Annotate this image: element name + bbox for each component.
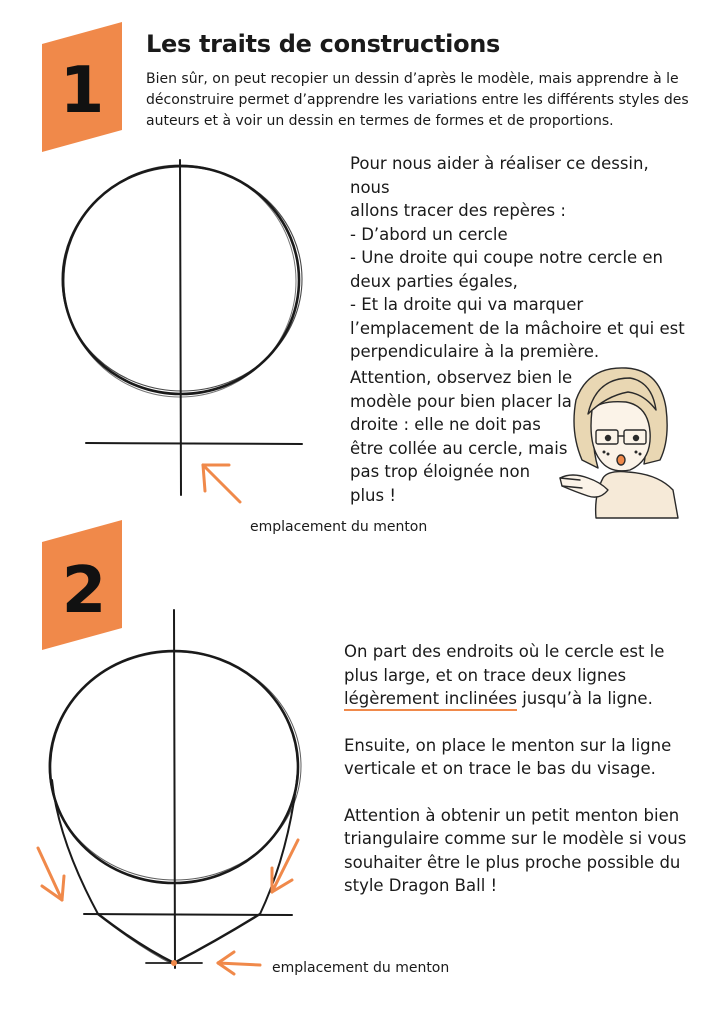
- step-1-number: 1: [59, 54, 105, 128]
- step-1-construction-drawing: [40, 155, 320, 515]
- step-2-explanation: [344, 640, 704, 898]
- step-1-line: - D’abord un cercle: [350, 224, 508, 244]
- step-1-line: allons tracer des repères :: [350, 201, 566, 220]
- step-1-badge-shape: [38, 22, 126, 152]
- warning-line: pas trop éloignée non: [350, 462, 531, 481]
- step-1-line: - Et la droite qui va marquer: [350, 295, 584, 314]
- warning-line: modèle pour bien placer la: [350, 391, 572, 411]
- warning-line: plus !: [350, 485, 396, 505]
- chin-point: [171, 960, 177, 966]
- step-1-line: perpendiculaire à la première.: [350, 342, 600, 361]
- step-2-line-rest: jusqu’à la ligne.: [516, 689, 653, 708]
- step-1-line: Pour nous aider à réaliser ce dessin, nous: [350, 154, 649, 197]
- left-arrow-icon: [38, 848, 64, 900]
- right-inclined-line: [260, 770, 298, 914]
- intro-paragraph: Bien sûr, on peut recopier un dessin d’après le modèle, mais apprendre à le déconstruire permet d’apprendre les variations entre les différents styles des auteurs et à voir un dessin en termes de formes et de proportions.: [146, 71, 689, 129]
- step-2-line: Ensuite, on place le menton sur la ligne: [344, 735, 672, 755]
- step-2-line: Attention à obtenir un petit menton bien: [344, 805, 680, 825]
- step-1-line: l’emplacement de la mâchoire et qui est: [350, 318, 685, 338]
- page-title: Les traits de constructions: [146, 30, 501, 58]
- jaw-line: [86, 443, 302, 444]
- step-2-number: 2: [61, 554, 107, 628]
- step-2-line: style Dragon Ball !: [344, 876, 498, 895]
- step-1-badge: [38, 22, 126, 152]
- step-2-line: verticale et on trace le bas du visage.: [344, 759, 656, 778]
- warning-line: Attention, observez bien le: [350, 368, 573, 387]
- warning-line: être collée au cercle, mais: [350, 438, 568, 458]
- highlighted-phrase: légèrement inclinées: [344, 689, 517, 711]
- step-2-construction-drawing: [28, 600, 328, 980]
- step-2-line: triangulaire comme sur le modèle si vous: [344, 829, 687, 848]
- step-2-line: On part des endroits où le cercle est le: [344, 642, 665, 661]
- step-1-warning: [350, 366, 580, 507]
- step-2-line: plus large, et on trace deux lignes: [344, 665, 627, 685]
- chin-arrow-icon: [218, 952, 260, 974]
- chin-arrow-icon: [203, 465, 240, 502]
- vertical-axis-line: [180, 160, 181, 495]
- chin-location-caption-2: emplacement du menton: [272, 960, 450, 976]
- step-1-explanation: [350, 152, 690, 364]
- jaw-outline: [98, 914, 260, 963]
- step-1-line: - Une droite qui coupe notre cercle en: [350, 248, 663, 267]
- chin-location-caption-1: emplacement du menton: [250, 519, 428, 535]
- step-2-line: [344, 687, 704, 711]
- step-1-line: deux parties égales,: [350, 271, 518, 291]
- step-2-line: souhaiter être le plus proche possible du: [344, 852, 681, 872]
- warning-line: droite : elle ne doit pas: [350, 415, 541, 434]
- girl-with-glasses-pointing-icon: [548, 360, 698, 520]
